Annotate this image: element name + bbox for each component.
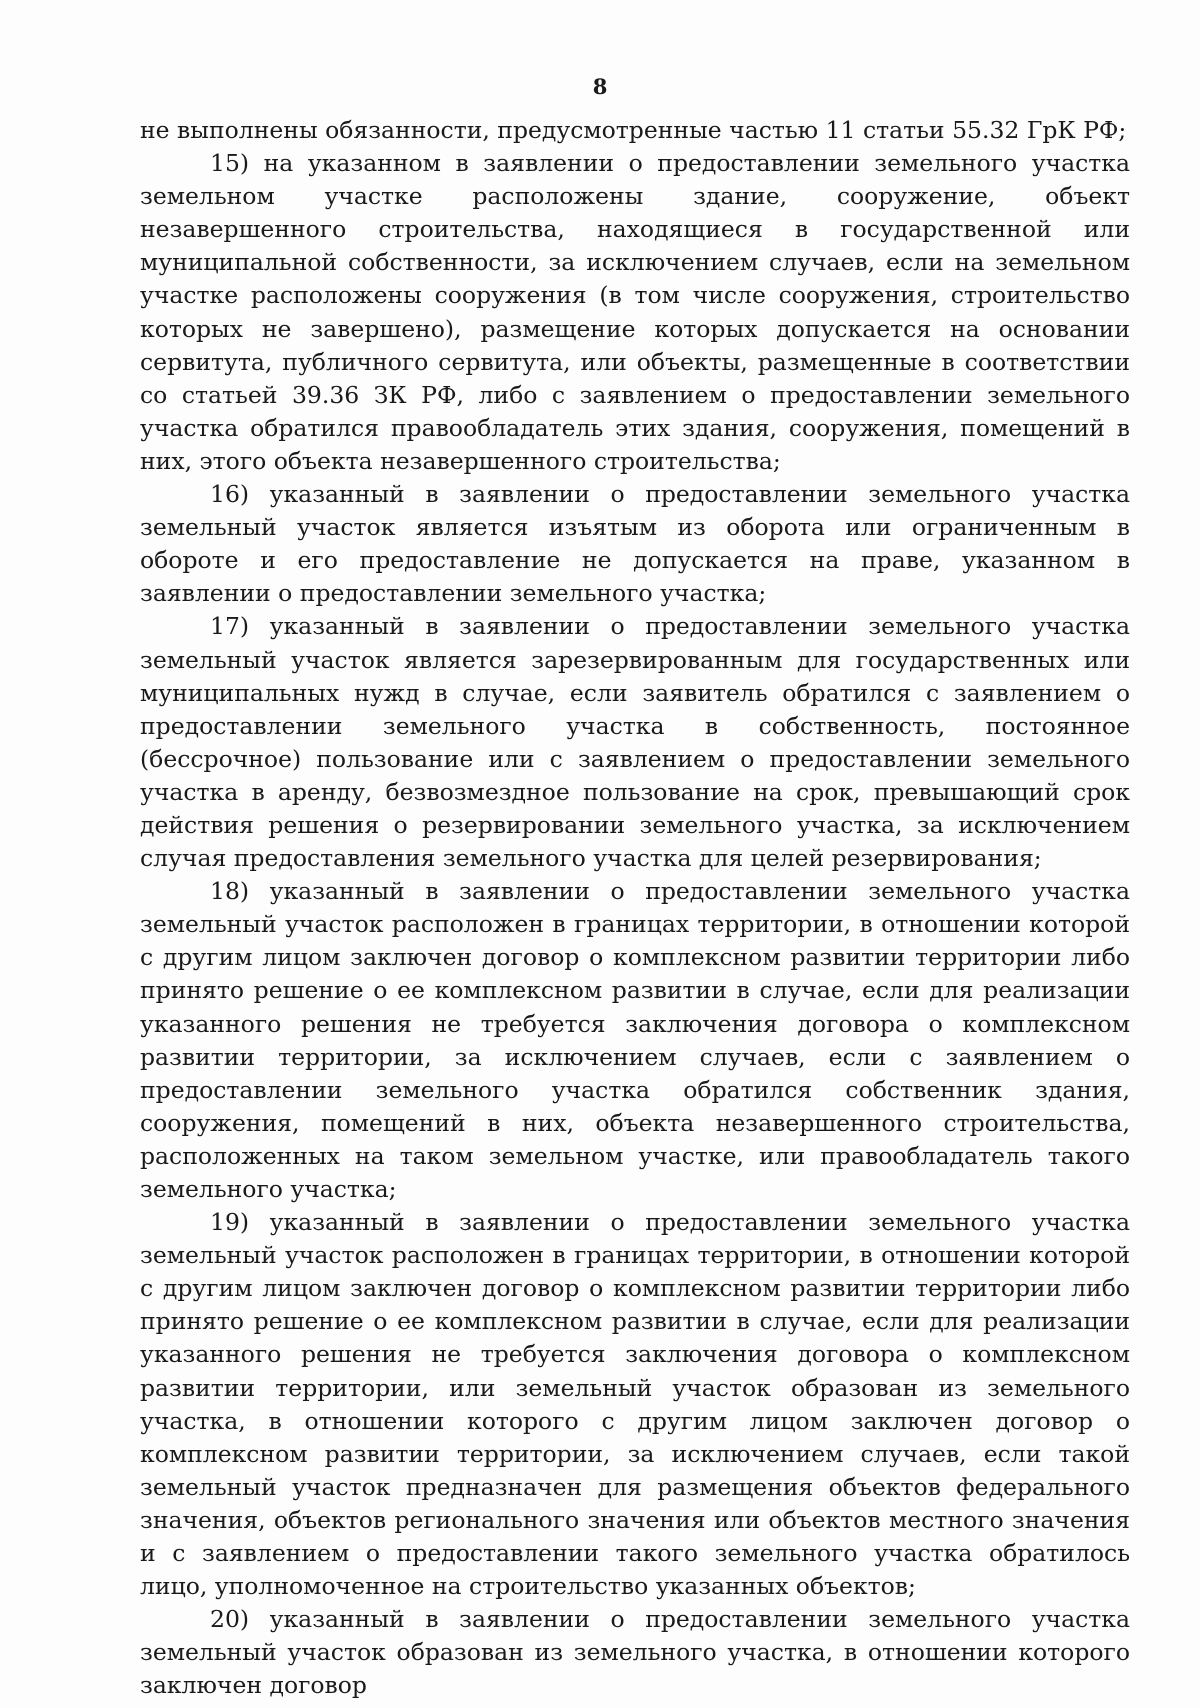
paragraph-item-16: 16) указанный в заявлении о предоставлении земельного участка земельный участок является изъятым из оборота или ограниченным в обороте и его предоставление не допускается на праве, указанном в заявлении о предоставлении земельного участка; — [140, 480, 1130, 608]
paragraph-item-18: 18) указанный в заявлении о предоставлении земельного участка земельный участок расположен в границах территории, в отношении которой с другим лицом заключен договор о комплексном развитии территории либо принято решение о ее комплексном развитии в случае, если для реализации указанного решения не требуется заключения договора о комплексном развитии территории, за исключением случаев, если с заявлением о предоставлении земельного участка обратился собственник здания, сооружения, помещений в них, объекта незавершенного строительства, расположенных на таком земельном участке, или правообладатель такого земельного участка; — [140, 877, 1130, 1203]
page-number: 8 — [592, 74, 608, 99]
paragraph-item-17: 17) указанный в заявлении о предоставлении земельного участка земельный участок является зарезервированным для государственных или муниципальных нужд в случае, если заявитель обратился с заявлением о предоставлении земельного участка в собственность, постоянное (бессрочное) пользование или с заявлением о предоставлении земельного участка в аренду, безвозмездное пользование на срок, превышающий срок действия решения о резервировании земельного участка, за исключением случая предоставления земельного участка для целей резервирования; — [140, 612, 1130, 873]
paragraph-item-15: 15) на указанном в заявлении о предоставлении земельного участка земельном участке расположены здание, сооружение, объект незавершенного строительства, находящиеся в государственной или муниципальной собственности, за исключением случаев, если на земельном участке расположены сооружения (в том числе сооружения, строительство которых не завершено), размещение которых допускается на основании сервитута, публичного сервитута, или объекты, размещенные в соответствии со статьей 39.36 ЗК РФ, либо с заявлением о предоставлении земельного участка обратился правообладатель этих здания, сооружения, помещений в них, этого объекта незавершенного строительства; — [140, 149, 1130, 475]
document-body — [140, 114, 1130, 1703]
paragraph-item-20: 20) указанный в заявлении о предоставлении земельного участка земельный участок образован из земельного участка, в отношении которого заключен договор — [140, 1605, 1130, 1700]
paragraph-continuation: не выполнены обязанности, предусмотренные частью 11 статьи 55.32 ГрК РФ; — [140, 116, 1127, 144]
paragraph-item-19: 19) указанный в заявлении о предоставлении земельного участка земельный участок расположен в границах территории, в отношении которой с другим лицом заключен договор о комплексном развитии территории либо принято решение о ее комплексном развитии в случае, если для реализации указанного решения не требуется заключения договора о комплексном развитии территории, или земельный участок образован из земельного участка, в отношении которого с другим лицом заключен договор о комплексном развитии территории, за исключением случаев, если такой земельный участок предназначен для размещения объектов федерального значения, объектов регионального значения или объектов местного значения и с заявлением о предоставлении такого земельного участка обратилось лицо, уполномоченное на строительство указанных объектов; — [140, 1208, 1130, 1601]
